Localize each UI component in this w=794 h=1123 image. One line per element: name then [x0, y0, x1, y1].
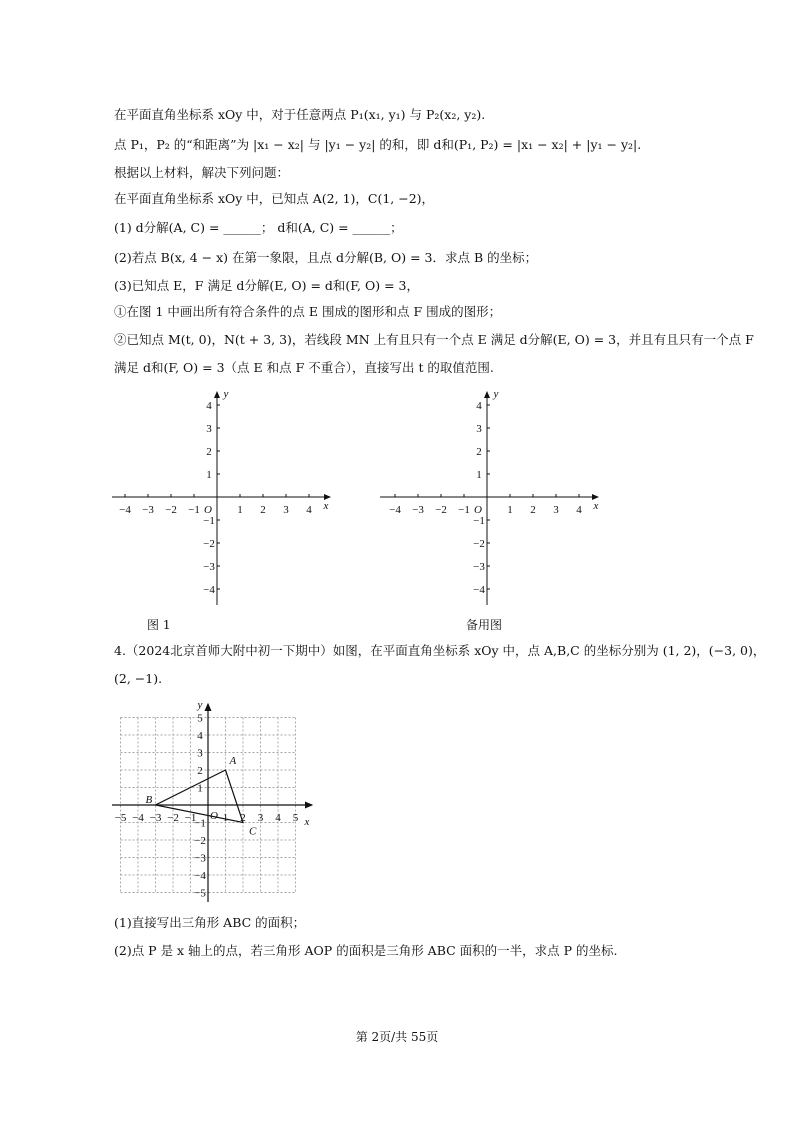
point-label-c: C — [249, 825, 257, 838]
grid-y-tick-label: −5 — [194, 887, 206, 900]
point-label-b: B — [145, 794, 153, 806]
grid-y-tick-label: 5 — [197, 712, 203, 725]
p3-question-2: (2)若点 B(x, 4 − x) 在第一象限，且点 d分解(B, O) = 3．求点 B 的坐标； — [114, 250, 538, 265]
p3-subq-2: ②已知点 M(t, 0)，N(t + 3, 3)，若线段 MN 上有且只有一个点 E 满足 d分解(E, O) = 3，并且有且只有一个点 F — [114, 332, 754, 347]
grid-x-tick-label: −3 — [149, 812, 162, 824]
grid-y-tick-label: −2 — [194, 835, 206, 847]
p4-line-2: (2, −1). — [114, 671, 163, 686]
y-tick-label: 3 — [476, 423, 482, 435]
grid-origin-label: O — [210, 810, 218, 822]
y-tick-label: 4 — [206, 400, 212, 412]
y-tick-label: −4 — [203, 584, 215, 596]
y-tick-label: 1 — [206, 469, 212, 481]
x-axis-label: x — [593, 500, 599, 512]
p4-question-2: (2)点 P 是 x 轴上的点，若三角形 AOP 的面积是三角形 ABC 面积的一半，求点 P 的坐标. — [114, 943, 618, 958]
x-tick-label: 2 — [530, 504, 536, 516]
x-tick-label: 3 — [553, 504, 559, 516]
grid-x-tick-label: 2 — [240, 812, 246, 824]
grid-x-tick-label: 3 — [257, 812, 264, 824]
page-footer: 第 2页/共 55页 — [355, 1030, 439, 1044]
x-tick-label: −1 — [188, 504, 200, 516]
y-tick-label: −3 — [203, 561, 215, 573]
y-tick-label: −1 — [473, 515, 485, 527]
origin-label: O — [204, 504, 212, 516]
p3-question-1: (1) d分解(A, C) = ______； d和(A, C) = ______； — [114, 220, 403, 235]
x-tick-label: −3 — [412, 504, 424, 516]
y-tick-label: −2 — [203, 538, 215, 550]
y-tick-label: 4 — [476, 400, 482, 412]
y-tick-label: −3 — [473, 561, 485, 573]
grid-x-tick-label: −5 — [114, 812, 127, 824]
grid-y-tick-label: −4 — [194, 870, 206, 882]
x-tick-label: 4 — [576, 504, 582, 516]
x-tick-label: 1 — [237, 504, 243, 516]
y-axis-label: y — [493, 388, 499, 400]
grid-x-axis-label: x — [304, 816, 310, 828]
p3-line-1: 在平面直角坐标系 xOy 中，对于任意两点 P₁(x₁, y₁) 与 P₂(x₂, y₂). — [114, 107, 486, 122]
x-tick-label: 3 — [283, 504, 289, 516]
grid-x-tick-label: 5 — [292, 812, 299, 824]
x-tick-label: −2 — [165, 504, 177, 516]
y-tick-label: 1 — [476, 469, 482, 481]
x-axis-label: x — [323, 500, 329, 512]
x-tick-label: −4 — [119, 504, 131, 516]
p4-question-1: (1)直接写出三角形 ABC 的面积； — [114, 915, 306, 930]
x-tick-label: −3 — [142, 504, 154, 516]
origin-label: O — [474, 504, 482, 516]
backup-figure-caption: 备用图 — [466, 618, 503, 632]
x-tick-label: −4 — [389, 504, 401, 516]
grid-y-tick-label: 4 — [197, 730, 203, 742]
grid-y-tick-label: 3 — [197, 747, 203, 760]
x-tick-label: −1 — [458, 504, 470, 516]
point-label-a: A — [229, 755, 237, 767]
x-tick-label: 1 — [507, 504, 513, 516]
grid-y-tick-label: −3 — [194, 852, 206, 865]
y-tick-label: 3 — [206, 423, 212, 435]
p3-subq-2-cont: 满足 d和(F, O) = 3（点 E 和点 F 不重合），直接写出 t 的取值范围. — [114, 360, 494, 375]
grid-x-tick-label: −1 — [184, 812, 197, 824]
p3-line-2: 点 P₁，P₂ 的“和距离”为 |x₁ − x₂| 与 |y₁ − y₂| 的和，即 d和(P₁, P₂) = |x₁ − x₂| + |y₁ − y₂|. — [114, 137, 642, 152]
figure-1-caption: 图 1 — [147, 618, 171, 632]
x-tick-label: 4 — [306, 504, 312, 516]
p3-line-3: 根据以上材料，解决下列问题： — [114, 165, 290, 180]
x-tick-label: 2 — [260, 504, 266, 516]
grid-y-axis-label: y — [197, 699, 203, 711]
y-tick-label: −1 — [203, 515, 215, 527]
p3-question-3: (3)已知点 E，F 满足 d分解(E, O) = d和(F, O) = 3， — [114, 278, 419, 293]
y-tick-label: −2 — [473, 538, 485, 550]
grid-y-tick-label: 2 — [197, 765, 203, 777]
p3-subq-1: ①在图 1 中画出所有符合条件的点 E 围成的图形和点 F 围成的图形； — [114, 304, 502, 319]
grid-x-tick-label: −4 — [132, 812, 144, 824]
grid-y-tick-label: 1 — [197, 782, 203, 795]
grid-x-tick-label: −2 — [167, 812, 179, 824]
y-tick-label: 2 — [206, 446, 212, 458]
p3-line-4: 在平面直角坐标系 xOy 中，已知点 A(2, 1)，C(1, −2)， — [114, 191, 435, 206]
grid-x-tick-label: 4 — [275, 812, 281, 824]
grid-y-tick-label: −1 — [194, 817, 206, 830]
y-tick-label: 2 — [476, 446, 482, 458]
p4-line-1: 4.（2024北京首师大附中初一下期中）如图，在平面直角坐标系 xOy 中，点 A,B,C 的坐标分别为 (1, 2)，(−3, 0)， — [114, 643, 766, 658]
grid-x-tick-label: 1 — [222, 812, 229, 824]
y-axis-label: y — [223, 388, 229, 400]
y-tick-label: −4 — [473, 584, 485, 596]
x-tick-label: −2 — [435, 504, 447, 516]
